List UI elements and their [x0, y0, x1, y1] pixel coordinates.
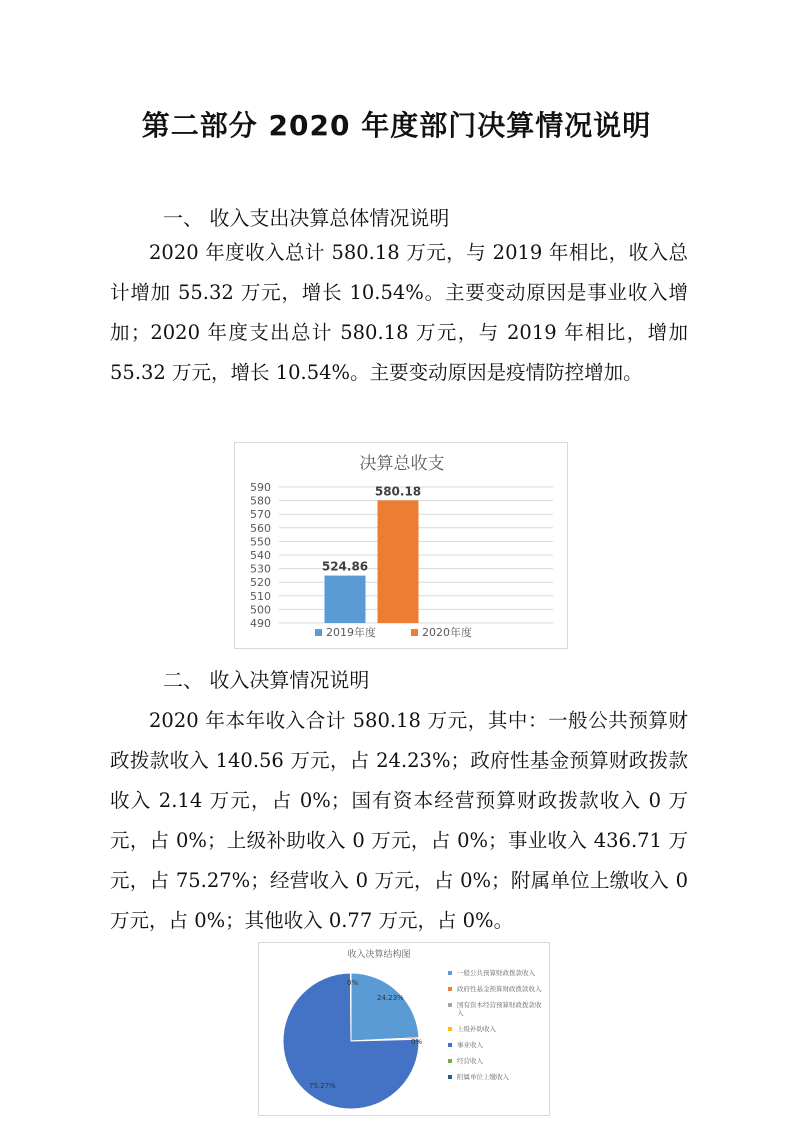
section-2-heading: 二、 收入决算情况说明: [163, 668, 370, 692]
bar-y-tick-label: 520: [250, 576, 271, 590]
pie-data-label: 0%: [347, 979, 359, 987]
bar-data-label: 524.86: [321, 559, 369, 574]
pie-legend-swatch: [448, 1043, 452, 1047]
pie-legend-item: [447, 1057, 547, 1065]
bar-y-tick-label: 570: [250, 508, 271, 522]
bar-y-tick-label: 510: [250, 589, 271, 603]
bar-chart-total: [234, 442, 568, 649]
pie-legend-label: 附属单位上缴收入: [457, 1073, 509, 1081]
bar-chart-svg: [235, 443, 569, 650]
pie-legend-swatch: [448, 1075, 452, 1079]
pie-legend-swatch: [448, 987, 452, 991]
bar-data-label: 580.18: [374, 484, 422, 499]
bar-y-tick-label: 550: [250, 535, 271, 549]
section-2-paragraph: 2020 年本年收入合计 580.18 万元，其中：一般公共预算财政拨款收入 140.56 万元，占 24.23%；政府性基金预算财政拨款收入 2.14 万元，占 0%；国有资本经营预算财政拨款收入 0 万元，占 0%；上级补助收入 0 万元，占 0%；事业收入 436.71 万元，占 75.27%；经营收入 0 万元，占 0%；附属单位上缴收入 0 万元，占 0%；其他收入 0.77 万元，占 0%。: [110, 709, 688, 932]
bar-1: [325, 576, 366, 623]
pie-legend-label: 一般公共预算财政拨款收入: [457, 969, 535, 977]
pie-data-label: 24.23%: [377, 994, 404, 1002]
section-1-paragraph: 2020 年度收入总计 580.18 万元，与 2019 年相比，收入总计增加 55.32 万元，增长 10.54%。主要变动原因是事业收入增加；2020 年度支出总计 580.18 万元，与 2019 年相比，增加 55.32 万元，增长 10.54%。主要变动原因是疫情防控增加。: [110, 241, 688, 384]
bar-y-tick-label: 590: [250, 481, 271, 494]
bar-y-tick-label: 540: [250, 549, 271, 562]
pie-chart-income: [258, 942, 550, 1116]
pie-legend-item: [447, 985, 547, 993]
pie-chart-title: 收入决算结构图: [347, 950, 411, 960]
pie-data-label: 75.27%: [309, 1082, 336, 1090]
bar-2: [378, 500, 419, 623]
bar-y-tick-label: 490: [250, 617, 271, 630]
pie-legend-label: 事业收入: [457, 1041, 483, 1049]
pie-legend-swatch: [448, 1003, 452, 1007]
bar-chart-title: 决算总收支: [359, 454, 445, 474]
bar-legend-swatch: [411, 629, 418, 636]
pie-slice: [351, 973, 419, 1041]
pie-data-label: 0%: [411, 1038, 423, 1046]
bar-legend-swatch: [315, 629, 322, 636]
bar-y-tick-label: 580: [250, 494, 271, 508]
pie-legend-label: 政府性基金预算财政拨款收入: [457, 985, 542, 993]
bar-y-tick-label: 500: [250, 603, 271, 617]
pie-legend-item: [447, 1073, 547, 1081]
pie-legend: [447, 969, 547, 1089]
pie-legend-swatch: [448, 1059, 452, 1063]
pie-legend-label: 上级补助收入: [457, 1025, 496, 1033]
section-1-heading: 一、 收入支出决算总体情况说明: [163, 206, 450, 230]
pie-legend-swatch: [448, 1027, 452, 1031]
bar-y-tick-label: 530: [250, 562, 271, 576]
bar-legend-label: 2019年度: [326, 626, 376, 639]
bar-y-tick-label: 560: [250, 521, 271, 535]
pie-legend-item: [447, 1041, 547, 1049]
pie-legend-label: 国有资本经营预算财政拨款收入: [457, 1001, 542, 1017]
page-title: 第二部分 2020 年度部门决算情况说明: [141, 109, 652, 142]
bar-legend-label: 2020年度: [422, 626, 472, 639]
pie-legend-item: [447, 969, 547, 977]
pie-legend-label: 经营收入: [457, 1057, 483, 1065]
pie-legend-item: [447, 1001, 547, 1017]
pie-legend-item: [447, 1025, 547, 1033]
pie-legend-swatch: [448, 971, 452, 975]
